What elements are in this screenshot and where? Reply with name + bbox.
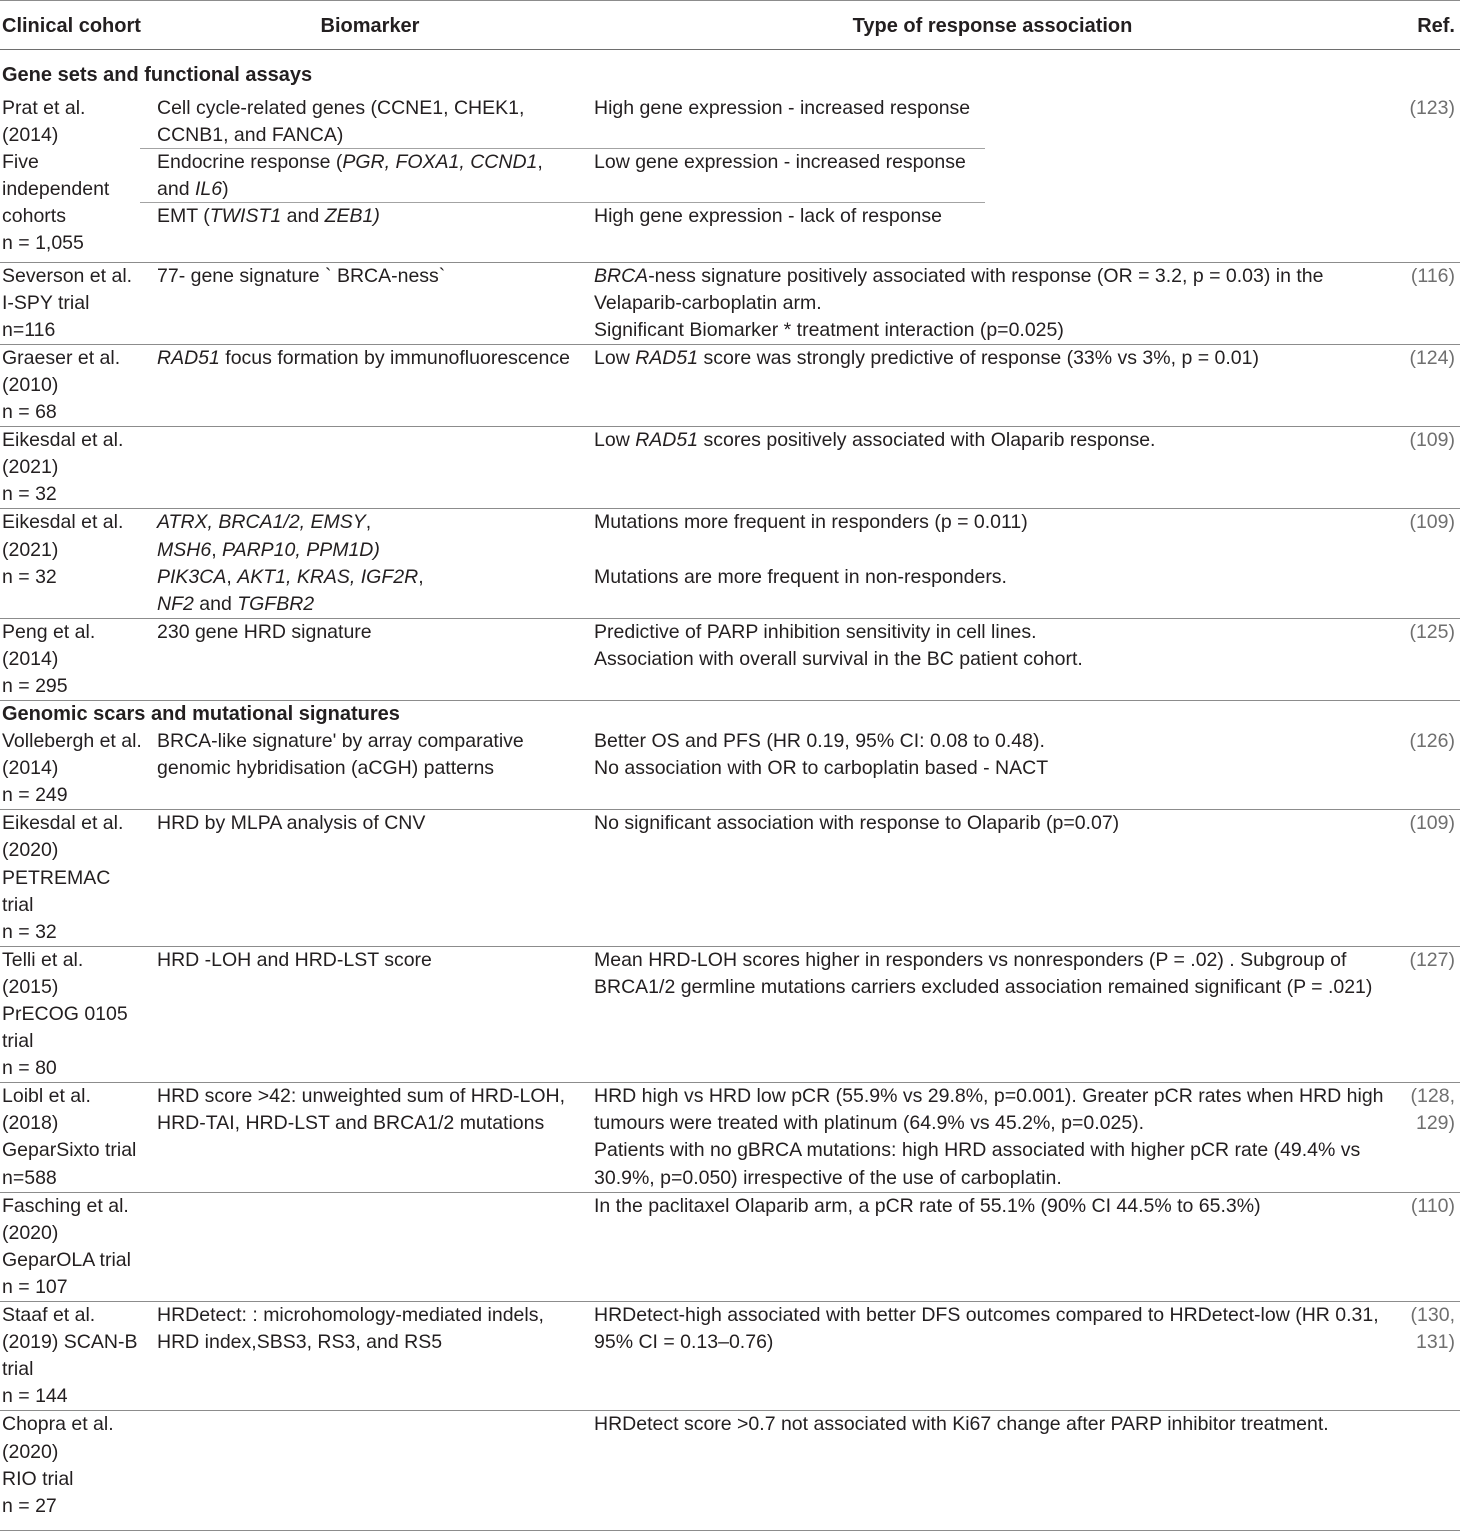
biomarker-cell xyxy=(150,1411,590,1519)
ref-cell xyxy=(1395,810,1460,945)
italic-text: TGFBR2 xyxy=(237,592,315,615)
cell-line: High gene expression - lack of response xyxy=(594,205,942,228)
header-biomarker: Biomarker xyxy=(320,15,420,37)
biomarker-cell xyxy=(150,810,590,945)
row-entries xyxy=(150,345,1460,426)
sub-row xyxy=(150,203,1460,257)
text-run: Low xyxy=(594,429,636,452)
ref-link[interactable]: (124) xyxy=(1409,346,1455,369)
cell-line: trial xyxy=(2,893,34,916)
cell-line xyxy=(157,537,590,564)
row-entries xyxy=(150,95,1460,258)
cell-line: n = 27 xyxy=(2,1494,57,1517)
cell-line: Mutations more frequent in responders (p = 0.011) xyxy=(594,511,1028,534)
cell-line: Significant Biomarker * treatment interaction (p=0.025) xyxy=(594,318,1064,341)
ref-cell xyxy=(1395,1083,1460,1191)
biomarker-cell xyxy=(150,564,590,618)
text-run: focus formation by immunofluorescence xyxy=(219,346,570,369)
cohort-cell xyxy=(0,427,150,508)
cell-line: HRDetect-high associated with better DFS outcomes compared to HRDetect-low (HR 0.31, xyxy=(594,1304,1379,1327)
cohort-cell xyxy=(0,509,150,617)
ref-link[interactable]: 131) xyxy=(1415,1331,1455,1354)
cell-line: (2020) xyxy=(2,839,59,862)
text-run: Low xyxy=(594,346,636,369)
text-run: score was strongly predictive of response (33% vs 3%, p = 0.01) xyxy=(698,346,1259,369)
cell-line xyxy=(157,149,590,176)
text-run: and xyxy=(193,592,238,615)
response-cell xyxy=(590,427,1395,508)
cell-line: Five xyxy=(2,151,39,174)
table-row xyxy=(0,263,1460,345)
sub-row xyxy=(150,728,1460,809)
cohort-cell xyxy=(0,1302,150,1410)
sub-row xyxy=(150,427,1460,508)
ref-cell xyxy=(1395,345,1460,426)
cell-line: HRD index,SBS3, RS3, and RS5 xyxy=(157,1331,443,1354)
ref-link[interactable]: (130, xyxy=(1410,1304,1455,1327)
cell-line: cohorts xyxy=(2,205,66,228)
row-entries xyxy=(150,728,1460,809)
response-cell xyxy=(590,1193,1395,1301)
cell-line: tumours were treated with platinum (64.9% vs 45.2%, p=0.025). xyxy=(594,1112,1145,1135)
cell-line: Vollebergh et al. xyxy=(2,730,142,753)
row-entries xyxy=(150,263,1460,344)
text-run: scores positively associated with Olaparib response. xyxy=(698,429,1156,452)
cell-line: No significant association with response to Olaparib (p=0.07) xyxy=(594,812,1120,835)
cell-line: n = 32 xyxy=(2,920,57,943)
text-run: ) xyxy=(222,178,229,201)
sub-row xyxy=(150,947,1460,1082)
italic-text: RAD51 xyxy=(635,429,699,452)
cell-line xyxy=(594,263,1395,290)
cell-line: (2014) xyxy=(2,124,59,147)
cell-line: independent xyxy=(2,178,110,201)
cohort-cell xyxy=(0,1083,150,1191)
sub-row xyxy=(150,345,1460,426)
cohort-cell xyxy=(0,1193,150,1301)
italic-text: RAD51 xyxy=(157,346,220,369)
ref-cell xyxy=(1395,947,1460,1082)
text-run: , xyxy=(211,538,223,561)
response-cell xyxy=(590,509,1395,563)
table-body xyxy=(0,50,1460,1531)
text-run: Endocrine response ( xyxy=(157,151,343,174)
cell-line xyxy=(157,345,590,372)
italic-text: PARP10, PPM1D) xyxy=(222,538,380,561)
table-row xyxy=(0,95,1460,263)
cell-line: Graeser et al. xyxy=(2,346,121,369)
cell-line: BRCA-like signature' by array comparative xyxy=(157,730,524,753)
response-cell xyxy=(590,728,1395,809)
cell-line xyxy=(157,509,590,536)
ref-cell xyxy=(1395,95,1460,149)
biomarker-cell xyxy=(150,619,590,700)
cohort-cell xyxy=(0,810,150,945)
cell-line: BRCA1/2 germline mutations carriers excluded association remained significant (P = .021) xyxy=(594,975,1373,998)
sub-row xyxy=(150,263,1460,344)
biomarker-cell xyxy=(150,345,590,426)
ref-link[interactable]: (127) xyxy=(1409,948,1455,971)
cell-line: Eikesdal et al. xyxy=(2,429,124,452)
row-entries xyxy=(150,810,1460,945)
table-row xyxy=(0,427,1460,509)
ref-link[interactable]: (109) xyxy=(1409,511,1455,534)
italic-text: MSH6 xyxy=(157,538,212,561)
response-cell xyxy=(590,1411,1395,1519)
cell-line: (2010) xyxy=(2,373,59,396)
ref-link[interactable]: (116) xyxy=(1410,264,1455,287)
ref-link[interactable]: (125) xyxy=(1409,620,1455,643)
cell-line: GeparSixto trial xyxy=(2,1139,137,1162)
table-section xyxy=(0,701,1460,1531)
table-row xyxy=(0,345,1460,427)
biomarker-cell xyxy=(150,509,590,563)
header-response-association: Type of response association xyxy=(852,15,1133,37)
biomarker-cell xyxy=(150,1302,590,1410)
ref-link[interactable]: (128, xyxy=(1410,1085,1455,1108)
cell-line: (2015) xyxy=(2,975,59,998)
biomarker-cell xyxy=(150,203,590,257)
cell-line: (2021) xyxy=(2,456,59,479)
cell-line: Severson et al. xyxy=(2,264,133,287)
row-entries xyxy=(150,1083,1460,1191)
cell-line: Patients with no gBRCA mutations: high HRD associated with higher pCR rate (49.4% vs xyxy=(594,1139,1361,1162)
table-row xyxy=(0,619,1460,701)
ref-cell xyxy=(1395,149,1460,203)
ref-link[interactable]: (126) xyxy=(1409,730,1455,753)
text-run: , xyxy=(365,511,372,534)
response-cell xyxy=(590,947,1395,1082)
text-run: EMT ( xyxy=(157,205,210,228)
response-cell xyxy=(590,149,1395,203)
header-ref: Ref. xyxy=(1417,15,1455,37)
ref-cell xyxy=(1395,728,1460,809)
response-cell xyxy=(590,203,1395,257)
cell-line: Telli et al. xyxy=(2,948,84,971)
cell-line: HRD-TAI, HRD-LST and BRCA1/2 mutations xyxy=(157,1112,545,1135)
table-section xyxy=(0,50,1460,701)
cell-line: I-SPY trial xyxy=(2,291,90,314)
cell-line: (2020) xyxy=(2,1221,59,1244)
section-heading: Gene sets and functional assays xyxy=(2,64,313,86)
cell-line: No association with OR to carboplatin based - NACT xyxy=(594,757,1049,780)
table-row xyxy=(0,947,1460,1083)
cell-line: HRDetect: : microhomology-mediated indels, xyxy=(157,1304,544,1327)
cohort-cell xyxy=(0,947,150,1082)
italic-text: TWIST1 xyxy=(209,205,282,228)
row-entries xyxy=(150,427,1460,508)
cell-line: (2018) xyxy=(2,1112,59,1135)
cell-line: Prat et al. xyxy=(2,97,86,119)
text-run: , xyxy=(226,565,238,588)
cell-line: HRD -LOH and HRD-LST score xyxy=(157,948,432,971)
cohort-cell xyxy=(0,95,150,258)
row-entries xyxy=(150,1193,1460,1301)
section-heading: Genomic scars and mutational signatures xyxy=(2,703,400,726)
response-cell xyxy=(590,95,1395,149)
italic-text: BRCA xyxy=(594,264,649,287)
text-run: and xyxy=(157,178,195,201)
header-clinical-cohort: Clinical cohort xyxy=(2,15,141,37)
cell-line: n = 68 xyxy=(2,401,57,424)
sub-row xyxy=(150,1193,1460,1301)
cell-line: n = 32 xyxy=(2,483,57,506)
sub-row xyxy=(150,509,1460,563)
ref-link[interactable]: (109) xyxy=(1409,429,1455,452)
biomarker-cell xyxy=(150,95,590,149)
cell-line: (2021) xyxy=(2,538,59,561)
cell-line: n = 144 xyxy=(2,1385,68,1408)
cohort-cell xyxy=(0,345,150,426)
cell-line: n = 32 xyxy=(2,565,57,588)
sub-row xyxy=(150,1083,1460,1191)
table-row xyxy=(0,810,1460,946)
response-cell xyxy=(590,1083,1395,1191)
cell-line: Chopra et al. xyxy=(2,1413,114,1436)
cell-line: 77- gene signature ` BRCA-ness` xyxy=(157,264,446,287)
ref-link[interactable]: 129) xyxy=(1415,1112,1455,1135)
cell-line xyxy=(157,564,590,591)
cell-line: Cell cycle-related genes (CCNE1, CHEK1, xyxy=(157,97,525,119)
response-cell xyxy=(590,564,1395,618)
cell-line: Peng et al. xyxy=(2,620,96,643)
biomarker-cell xyxy=(150,1083,590,1191)
response-cell xyxy=(590,345,1395,426)
cell-line: 30.9%, p=0.050) irrespective of the use of carboplatin. xyxy=(594,1166,1062,1189)
cell-line xyxy=(157,591,590,618)
cell-line: PETREMAC xyxy=(2,866,111,889)
cell-line: 230 gene HRD signature xyxy=(157,620,372,643)
ref-link[interactable]: (110) xyxy=(1410,1194,1455,1217)
cell-line xyxy=(157,203,590,230)
table-header xyxy=(0,0,1460,50)
text-run: and xyxy=(281,205,325,228)
ref-link[interactable]: (109) xyxy=(1409,812,1455,835)
cell-line: Predictive of PARP inhibition sensitivity in cell lines. xyxy=(594,620,1037,643)
row-entries xyxy=(150,619,1460,700)
response-cell xyxy=(590,263,1395,344)
italic-text: PIK3CA xyxy=(157,565,227,588)
ref-cell xyxy=(1395,203,1460,257)
cell-line: n = 1,055 xyxy=(2,232,84,255)
italic-text: ATRX, BRCA1/2, EMSY xyxy=(157,511,366,534)
cell-line: Velaparib-carboplatin arm. xyxy=(594,291,822,314)
cell-line: In the paclitaxel Olaparib arm, a pCR rate of 55.1% (90% CI 44.5% to 65.3%) xyxy=(594,1194,1261,1217)
cell-line: HRDetect score >0.7 not associated with Ki67 change after PARP inhibitor treatment. xyxy=(594,1413,1329,1436)
italic-text: PGR, FOXA1, CCND1 xyxy=(342,151,538,174)
cohort-cell xyxy=(0,728,150,809)
cell-line: CCNB1, and FANCA) xyxy=(157,124,344,147)
cell-line: HRD by MLPA analysis of CNV xyxy=(157,812,426,835)
cohort-cell xyxy=(0,263,150,344)
cell-line: n = 107 xyxy=(2,1275,68,1298)
cell-line: Better OS and PFS (HR 0.19, 95% CI: 0.08 to 0.48). xyxy=(594,730,1045,753)
cohort-cell xyxy=(0,1411,150,1519)
cell-line: RIO trial xyxy=(2,1467,74,1490)
cell-line: n = 295 xyxy=(2,674,68,697)
table-row xyxy=(0,1302,1460,1411)
cell-line: n=588 xyxy=(2,1166,57,1189)
sub-row xyxy=(150,564,1460,618)
row-entries xyxy=(150,947,1460,1082)
italic-text: IL6 xyxy=(194,178,223,201)
ref-cell xyxy=(1395,1411,1460,1519)
sub-row xyxy=(150,95,1460,149)
cell-line: Fasching et al. xyxy=(2,1194,129,1217)
cell-line: GeparOLA trial xyxy=(2,1248,131,1271)
cohort-cell xyxy=(0,619,150,700)
cell-line: HRD high vs HRD low pCR (55.9% vs 29.8%, p=0.001). Greater pCR rates when HRD high xyxy=(594,1085,1384,1108)
sub-row xyxy=(150,1302,1460,1410)
cell-line: Eikesdal et al. xyxy=(2,511,124,534)
table-row xyxy=(0,509,1460,618)
response-cell xyxy=(590,1302,1395,1410)
cell-line: Staaf et al. xyxy=(2,1304,96,1327)
italic-text: AKT1, KRAS, IGF2R xyxy=(237,565,419,588)
table-row xyxy=(0,1193,1460,1302)
cell-line: trial xyxy=(2,1030,34,1053)
table-row xyxy=(0,1083,1460,1192)
cell-line xyxy=(594,427,1395,454)
cell-line: n=116 xyxy=(2,318,56,341)
ref-cell xyxy=(1395,509,1460,563)
cell-line: (2014) xyxy=(2,757,59,780)
cell-line: Low gene expression - increased response xyxy=(594,151,966,174)
biomarker-cell xyxy=(150,728,590,809)
italic-text: ZEB1) xyxy=(324,205,380,228)
cell-line: High gene expression - increased response xyxy=(594,97,971,119)
cell-line: Loibl et al. xyxy=(2,1085,91,1108)
text-run: -ness signature positively associated with response (OR = 3.2, p = 0.03) in the xyxy=(648,264,1324,287)
cell-line: Mean HRD-LOH scores higher in responders vs nonresponders (P = .02) . Subgroup of xyxy=(594,948,1347,971)
ref-cell xyxy=(1395,1302,1460,1410)
biomarker-cell xyxy=(150,947,590,1082)
cell-line: (2014) xyxy=(2,647,59,670)
ref-cell xyxy=(1395,619,1460,700)
cell-line: Association with overall survival in the BC patient cohort. xyxy=(594,647,1083,670)
sub-row xyxy=(150,619,1460,700)
cell-line xyxy=(157,176,590,203)
ref-cell xyxy=(1395,263,1460,344)
cell-line: HRD score >42: unweighted sum of HRD-LOH, xyxy=(157,1085,566,1108)
cell-line: genomic hybridisation (aCGH) patterns xyxy=(157,757,495,780)
cell-line: (2020) xyxy=(2,1440,59,1463)
cell-line: (2019) SCAN-B xyxy=(2,1331,138,1354)
text-run: , xyxy=(418,565,424,588)
ref-cell xyxy=(1395,1193,1460,1301)
text-run: , xyxy=(537,151,543,174)
cell-line: n = 80 xyxy=(2,1057,57,1080)
row-entries xyxy=(150,1302,1460,1410)
biomarker-cell xyxy=(150,1193,590,1301)
cell-line: trial xyxy=(2,1358,34,1381)
row-entries xyxy=(150,509,1460,617)
sub-row xyxy=(150,1411,1460,1519)
cell-line: PrECOG 0105 xyxy=(2,1003,128,1025)
response-cell xyxy=(590,810,1395,945)
table-row xyxy=(0,1411,1460,1530)
sub-row xyxy=(150,810,1460,945)
cell-line: Mutations are more frequent in non-responders. xyxy=(594,565,1007,588)
cell-line: Eikesdal et al. xyxy=(2,812,124,835)
ref-cell xyxy=(1395,427,1460,508)
italic-text: RAD51 xyxy=(635,346,699,369)
biomarker-cell xyxy=(150,263,590,344)
row-entries xyxy=(150,1411,1460,1519)
biomarker-cell xyxy=(150,149,590,203)
ref-link[interactable]: (123) xyxy=(1409,97,1455,119)
biomarker-cell xyxy=(150,427,590,508)
cell-line: n = 249 xyxy=(2,784,68,807)
ref-cell xyxy=(1395,564,1460,618)
italic-text: NF2 xyxy=(157,592,194,615)
cell-line: 95% CI = 0.13–0.76) xyxy=(594,1331,774,1354)
sub-row xyxy=(150,149,1460,203)
response-cell xyxy=(590,619,1395,700)
table-row xyxy=(0,728,1460,810)
cell-line xyxy=(594,345,1395,372)
